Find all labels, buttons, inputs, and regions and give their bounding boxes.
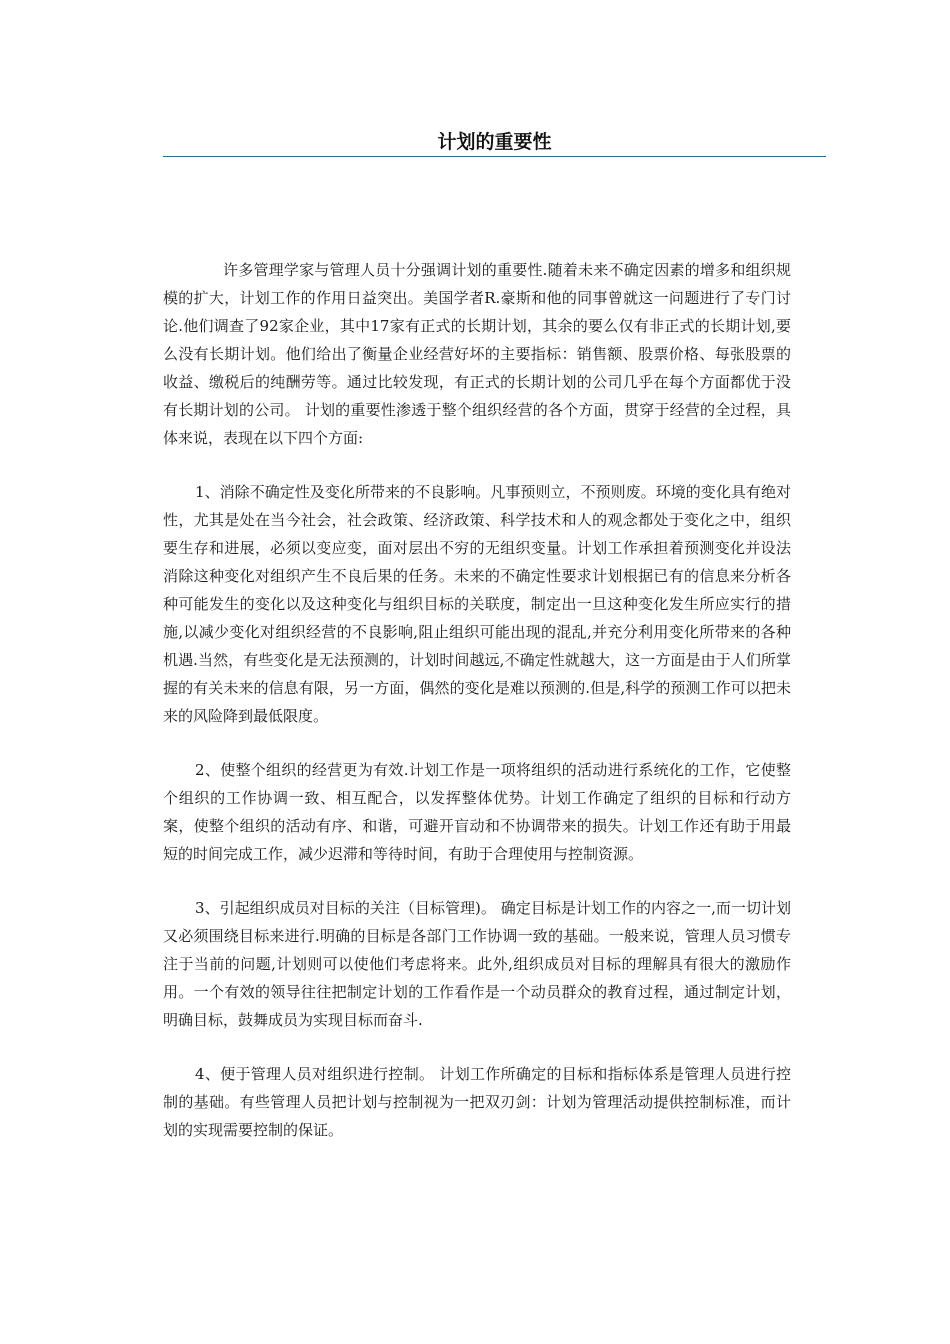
point-paragraph-1: 1、消除不确定性及变化所带来的不良影响。凡事预则立，不预则废。环境的变化具有绝对性，尤其是处在当今社会，社会政策、经济政策、科学技术和人的观念都处于变化之中，组织要生存和进展，必须以变应变，面对层出不穷的无组织变量。计划工作承担着预测变化并设法消除这种变化对组织产生不良后果的任务。未来的不确定性要求计划根据已有的信息来分析各种可能发生的变化以及这种变化与组织目标的关联度，制定出一旦这种变化发生所应实行的措施,以减少变化对组织经营的不良影响,阻止组织可能出现的混乱,并充分利用变化所带来的各种机遇.当然，有些变化是无法预测的，计划时间越远,不确定性就越大，这一方面是由于人们所掌握的有关未来的信息有限，另一方面，偶然的变化是难以预测的.但是,科学的预测工作可以把未来的风险降到最低限度。	[163, 483, 791, 725]
page-title: 计划的重要性	[437, 131, 552, 153]
intro-paragraph: 许多管理学家与管理人员十分强调计划的重要性.随着未来不确定因素的增多和组织规模的扩大，计划工作的作用日益突出。美国学者R.豪斯和他的同事曾就这一问题进行了专门讨论.他们调查了92家企业，其中17家有正式的长期计划，其余的要么仅有非正式的长期计划,要么没有长期计划。他们给出了衡量企业经营好坏的主要指标：销售额、股票价格、每张股票的收益、缴税后的纯酬劳等。通过比较发现，有正式的长期计划的公司几乎在每个方面都优于没有长期计划的公司。 计划的重要性渗透于整个组织经营的各个方面，贯穿于经营的全过程，具体来说，表现在以下四个方面:	[163, 261, 791, 447]
document-body	[163, 256, 791, 1170]
title-underline	[163, 156, 826, 157]
point-paragraph-4: 4、便于管理人员对组织进行控制。 计划工作所确定的目标和指标体系是管理人员进行控制的基础。有些管理人员把计划与控制视为一把双刃剑：计划为管理活动提供控制标准，而计划的实现需要控制的保证。	[163, 1065, 791, 1139]
point-paragraph-3: 3、引起组织成员对目标的关注（目标管理)。 确定目标是计划工作的内容之一,而一切计划又必须围绕目标来进行.明确的目标是各部门工作协调一致的基础。一般来说，管理人员习惯专注于当前的问题,计划则可以使他们考虑将来。此外,组织成员对目标的理解具有很大的激励作用。一个有效的领导往往把制定计划的工作看作是一个动员群众的教育过程，通过制定计划，明确目标，鼓舞成员为实现目标而奋斗.	[163, 899, 791, 1029]
title-block	[163, 128, 826, 157]
point-paragraph-2: 2、使整个组织的经营更为有效.计划工作是一项将组织的活动进行系统化的工作，它使整个组织的工作协调一致、相互配合，以发挥整体优势。计划工作确定了组织的目标和行动方案，使整个组织的活动有序、和谐，可避开盲动和不协调带来的损失。计划工作还有助于用最短的时间完成工作，减少迟滞和等待时间，有助于合理使用与控制资源。	[163, 761, 791, 863]
